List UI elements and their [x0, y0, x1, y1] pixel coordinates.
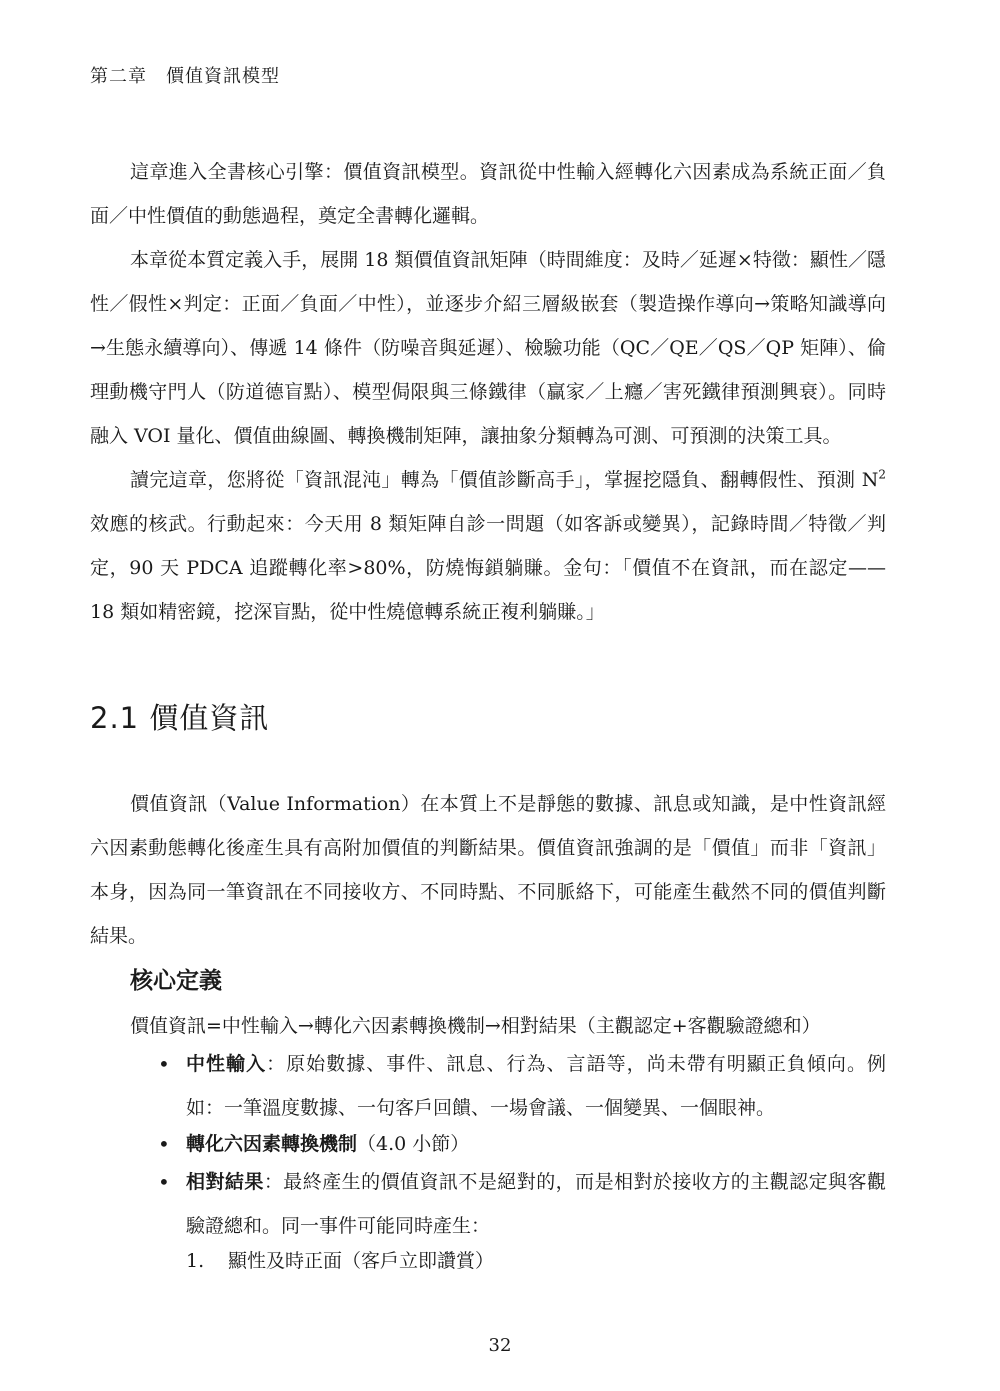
bullet-term: 相對結果 [186, 1171, 264, 1193]
bullet-dot-icon: • [158, 1052, 170, 1076]
intro-paragraph-2: 本章從本質定義入手，展開 18 類價值資訊矩陣（時間維度：及時／延遲×特徵：顯性／隱性／假性×判定：正面／負面／中性），並逐步介紹三層級嵌套（製造操作導向→策略知識導向→生態永續導向）、傳遞 14 條件（防噪音與延遲）、檢驗功能（QC／QE／QS／QP 矩陣）、倫理動機守門人（防道德盲點）、模型侷限與三條鐵律（贏家／上癮／害死鐵律預測興衰）。同時融入 VOI 量化、價值曲線圖、轉換機制矩陣，讓抽象分類轉為可測、可預測的決策工具。 [90, 249, 886, 447]
numbered-item-1 [186, 1243, 494, 1279]
superscript-2: 2 [878, 467, 886, 482]
intro-paragraph-3-part-b: 效應的核武。行動起來：今天用 8 類矩陣自診一問題（如客訴或變異），記錄時間／特徵／判定，90 天 PDCA 追蹤轉化率>80%，防燒悔鎖躺賺。金句：「價值不在資訊，而在認定——18 類如精密鏡，挖深盲點，從中性燒億轉系統正複利躺賺。」 [90, 513, 886, 623]
bullet-term: 中性輸入 [186, 1053, 267, 1075]
core-definition-formula: 價值資訊=中性輸入→轉化六因素轉換機制→相對結果（主觀認定+客觀驗證總和） [130, 1015, 821, 1037]
core-definition-heading: 核心定義 [130, 968, 222, 994]
intro-paragraph-3 [90, 458, 886, 634]
running-header: 第二章 價值資訊模型 [90, 66, 280, 87]
bullet-term: 轉化六因素轉換機制 [186, 1133, 358, 1155]
bullet-dot-icon: • [158, 1170, 170, 1194]
numbered-item-number: 1. [186, 1250, 205, 1272]
bullet-item-relative-result [130, 1160, 886, 1248]
bullet-text: ：原始數據、事件、訊息、行為、言語等，尚未帶有明顯正負傾向。例如：一筆溫度數據、一句客戶回饋、一場會議、一個變異、一個眼神。 [186, 1053, 886, 1119]
intro-paragraph-1: 這章進入全書核心引擎：價值資訊模型。資訊從中性輸入經轉化六因素成為系統正面／負面／中性價值的動態過程，奠定全書轉化邏輯。 [90, 161, 886, 227]
bullet-item-neutral-input [130, 1042, 886, 1130]
page-number: 32 [488, 1335, 512, 1356]
intro-paragraph-3-part-a: 讀完這章，您將從「資訊混沌」轉為「價值診斷高手」，掌握挖隱負、翻轉假性、預測 N [130, 469, 879, 491]
bullet-text: ：最終產生的價值資訊不是絕對的，而是相對於接收方的主觀認定與客觀驗證總和。同一事件可能同時產生： [186, 1171, 886, 1237]
section-paragraph-1: 價值資訊（Value Information）在本質上不是靜態的數據、訊息或知識，是中性資訊經六因素動態轉化後產生具有高附加價值的判斷結果。價值資訊強調的是「價值」而非「資訊」本身，因為同一筆資訊在不同接收方、不同時點、不同脈絡下，可能產生截然不同的價值判斷結果。 [90, 793, 886, 947]
bullet-text: （4.0 小節） [357, 1133, 470, 1155]
numbered-item-text: 顯性及時正面（客戶立即讚賞） [228, 1250, 495, 1272]
bullet-dot-icon: • [158, 1132, 170, 1156]
section-heading: 2.1 價值資訊 [90, 701, 270, 735]
